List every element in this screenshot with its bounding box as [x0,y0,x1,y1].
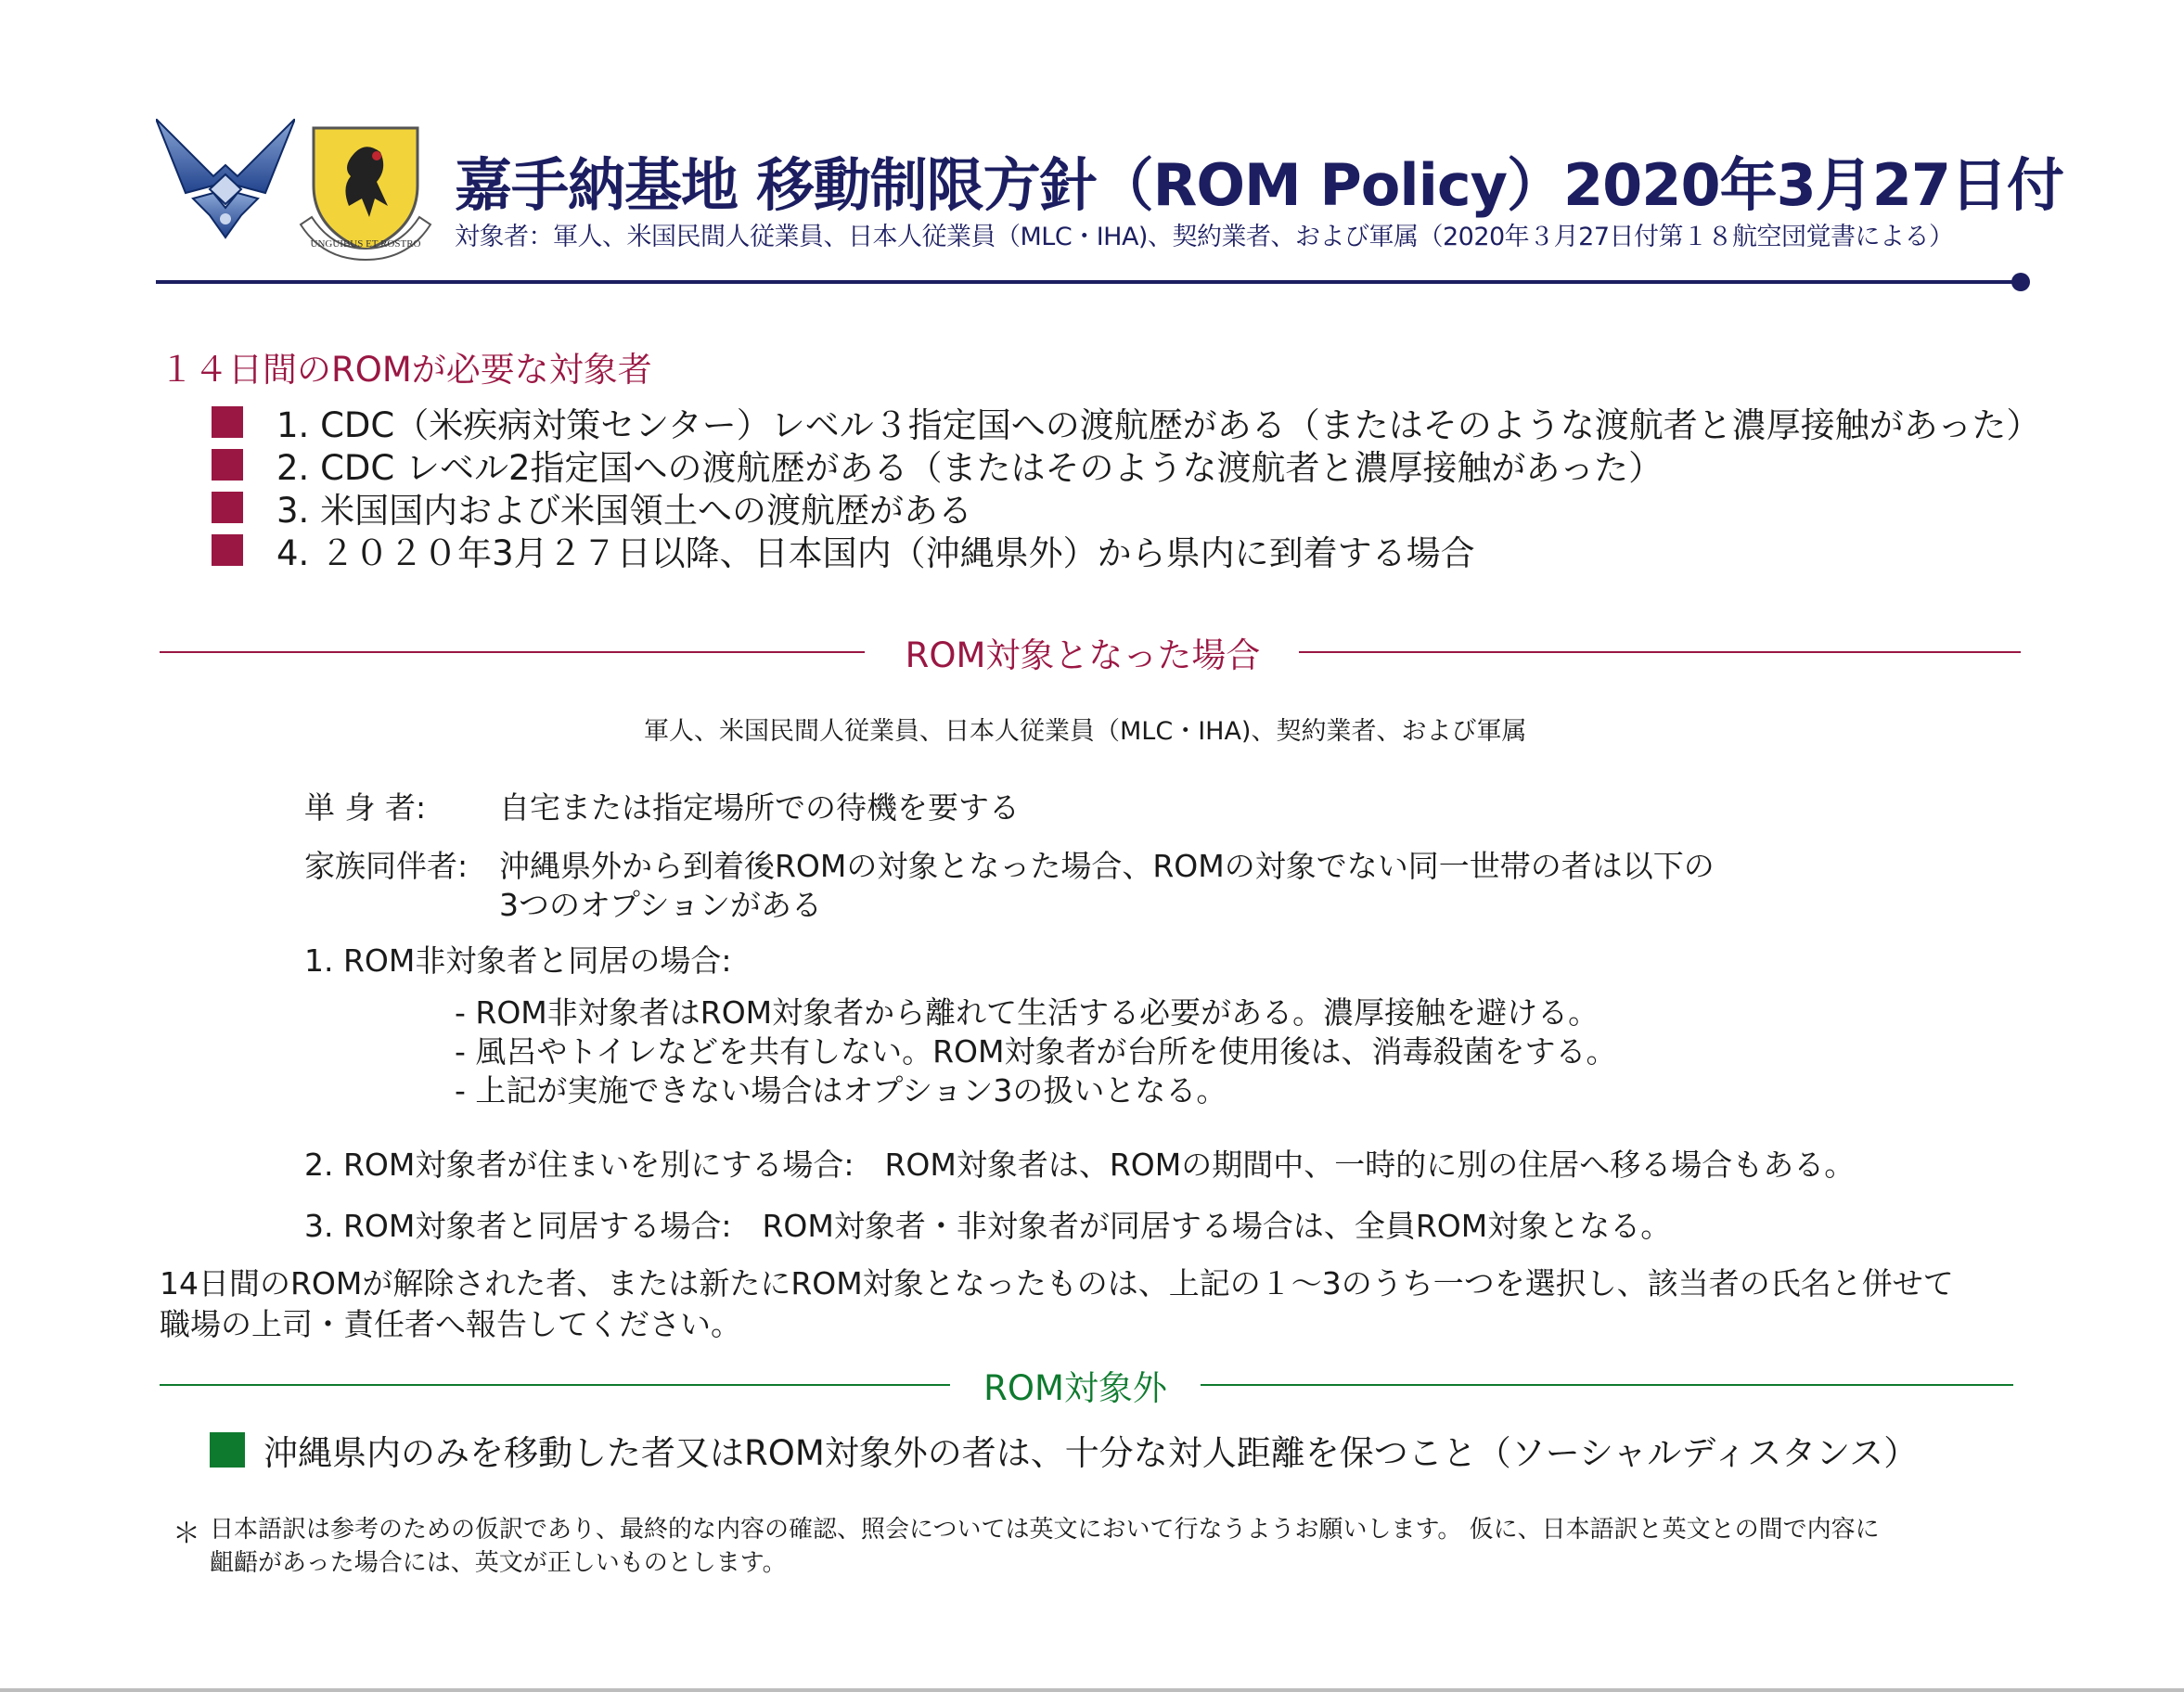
rom-exempt-heading: ROM対象外 [983,1368,1167,1408]
header-divider-dot [2011,273,2030,291]
option-1-title: 1. ROM非対象者と同居の場合: [304,942,732,979]
footnote-line-1: 日本語訳は参考のための仮訳であり、最終的な内容の確認、照会については英文において行なうようお願いします。 仮に、日本語訳と英文との間で内容に [210,1516,1880,1544]
family-text-line-2: 3つのオプションがある [499,887,823,923]
section-divider-left [160,1384,950,1386]
list-item: 沖縄県内のみを移動した者又はROM対象外の者は、十分な対人距離を保つこと（ソーシャルディスタンス） [210,1429,1918,1471]
report-instruction-line-1: 14日間のROMが解除された者、または新たにROM対象となったものは、上記の１～3のうち一つを選択し、該当者の氏名と併せて [160,1265,1954,1301]
option-3: 3. ROM対象者と同居する場合: ROM対象者・非対象者が同居する場合は、全員ROM対象となる。 [304,1208,1672,1244]
page-subtitle: 対象者：軍人、米国民間人従業員、日本人従業員（MLC・IHA)、契約業者、および軍属（2020年３月27日付第１８航空団覚書による） [455,223,1954,251]
header-divider [156,280,2021,284]
maroon-square-bullet-icon [212,406,243,438]
rom-target-heading: ROM対象となった場合 [905,635,1261,675]
maroon-square-bullet-icon [212,492,243,523]
page-bottom-border [0,1688,2184,1692]
18th-wing-emblem-icon [295,121,436,262]
rom-required-heading: １４日間のROMが必要な対象者 [160,350,652,390]
footnote-asterisk: ＊ [173,1518,200,1550]
list-item: 2. CDC レベル2指定国への渡航歴がある（またはそのような渡航者と濃厚接触があった） [212,443,2040,486]
air-force-symbol-icon [156,119,295,239]
maroon-square-bullet-icon [212,534,243,566]
option-2: 2. ROM対象者が住まいを別にする場合: ROM対象者は、ROMの期間中、一時的に別の住居へ移る場合もある。 [304,1147,1856,1183]
family-text-line-1: 沖縄県外から到着後ROMの対象となった場合、ROMの対象でない同一世帯の者は以下の [499,848,1715,884]
list-item: 1. CDC（米疾病対策センター）レベル３指定国への渡航歴がある（またはそのような渡航者と濃厚接触があった） [212,401,2040,443]
maroon-square-bullet-icon [212,449,243,481]
list-item: 3. 米国国内および米国領土への渡航歴がある [212,486,2040,529]
single-person-text: 自宅または指定場所での待機を要する [499,789,1020,826]
page-title: 嘉手納基地 移動制限方針（ROM Policy）2020年3月27日付 [455,151,2063,219]
section-divider-left [160,651,865,653]
family-label: 家族同伴者: [304,848,469,884]
rom-required-list [212,401,2040,571]
option-1-item: - ROM非対象者はROM対象者から離れて生活する必要がある。濃厚接触を避ける。 [455,994,1599,1031]
section-divider-right [1201,1384,2013,1386]
option-1-item: - 上記が実施できない場合はオプション3の扱いとなる。 [455,1072,1227,1109]
report-instruction-line-2: 職場の上司・責任者へ報告してください。 [160,1306,741,1342]
list-item: 4. ２０２０年3月２７日以降、日本国内（沖縄県外）から県内に到着する場合 [212,529,2040,571]
rom-target-audience: 軍人、米国民間人従業員、日本人従業員（MLC・IHA)、契約業者、および軍属 [644,717,1527,746]
green-square-bullet-icon [210,1432,245,1468]
option-1-item: - 風呂やトイレなどを共有しない。ROM対象者が台所を使用後は、消毒殺菌をする。 [455,1033,1617,1070]
section-divider-right [1299,651,2021,653]
svg-text:UNGUIBUS ET ROSTRO: UNGUIBUS ET ROSTRO [310,238,421,250]
footnote-line-2: 齟齬があった場合には、英文が正しいものとします。 [210,1549,787,1577]
single-person-label: 単 身 者: [304,789,427,826]
